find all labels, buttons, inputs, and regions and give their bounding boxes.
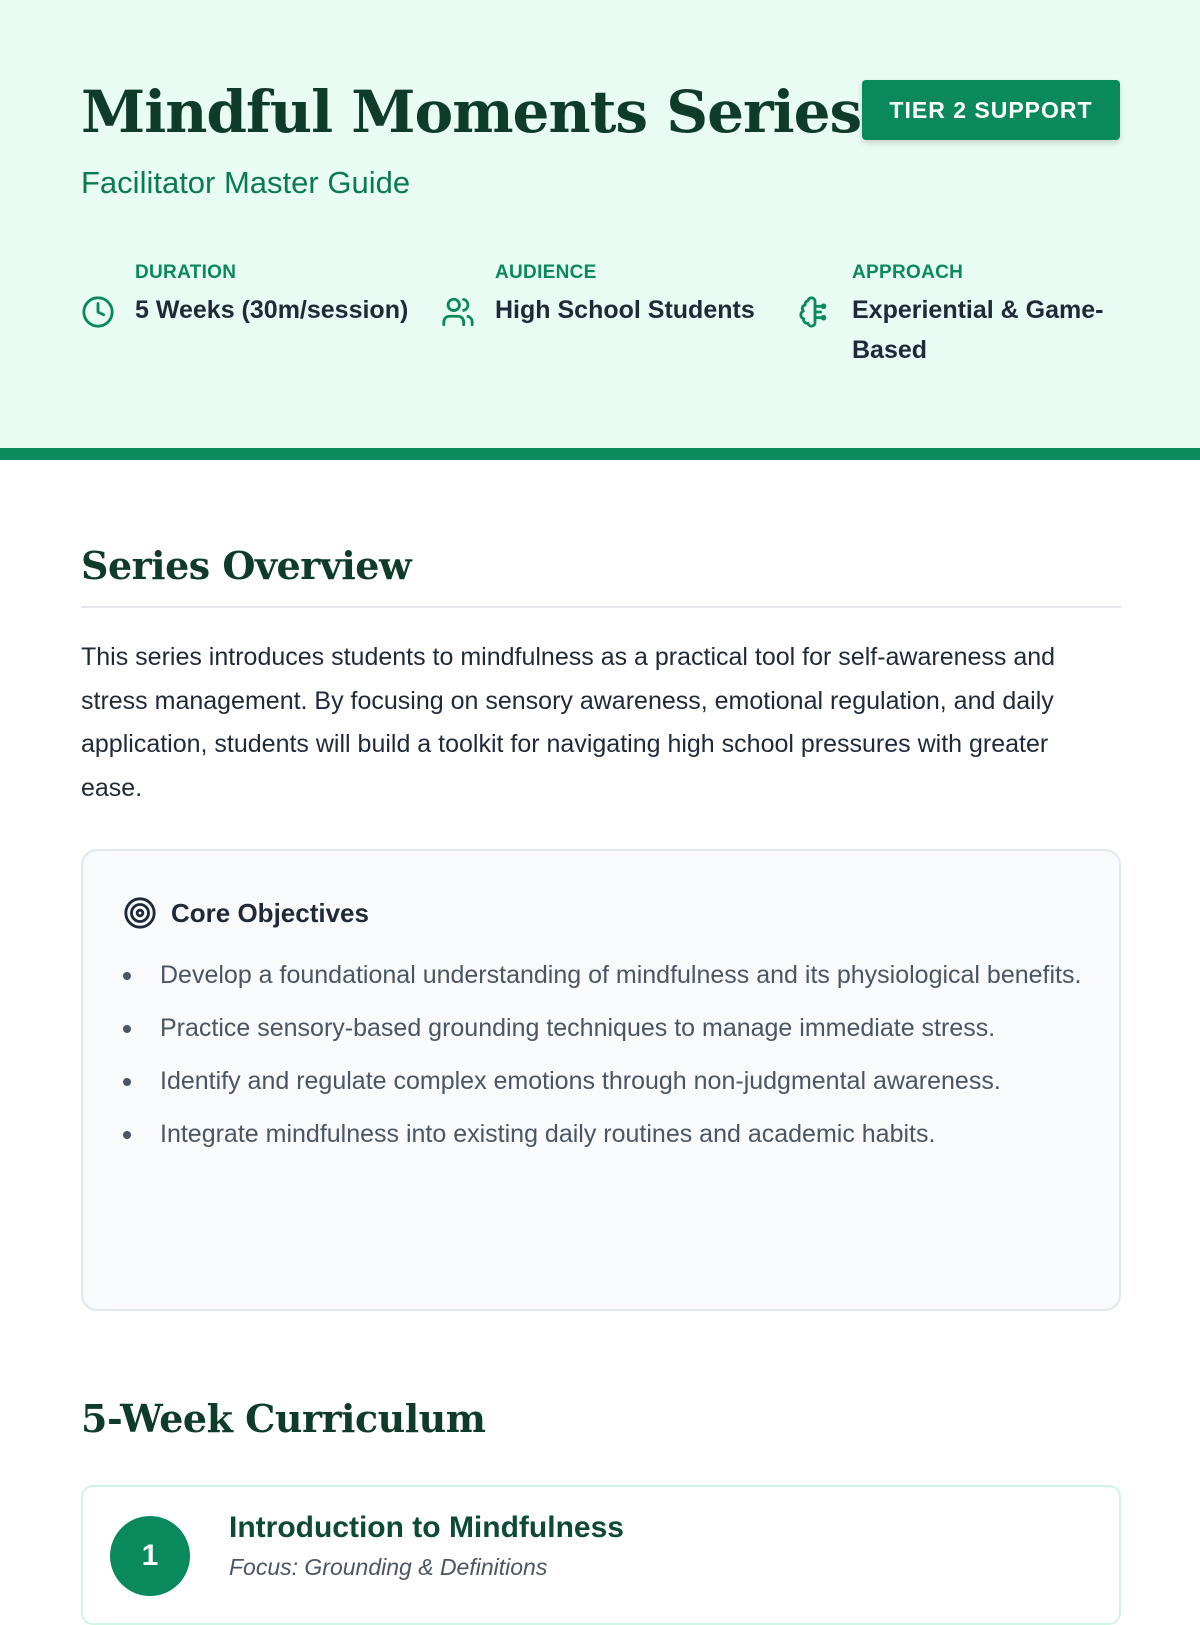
tier-badge: TIER 2 SUPPORT — [862, 80, 1120, 140]
bullet — [123, 972, 131, 980]
objectives-card — [81, 849, 1121, 1311]
objectives-header — [123, 893, 369, 933]
meta-value: 5 Weeks (30m/session) — [135, 296, 409, 324]
objective-text: Identify and regulate complex emotions through non-judgmental awareness. — [160, 1067, 1001, 1095]
meta-label: AUDIENCE — [495, 262, 597, 283]
objective-text: Develop a foundational understanding of mindfulness and its physiological benefits. — [160, 961, 1082, 989]
users-icon — [441, 295, 475, 329]
page-title: Mindful Moments Series — [81, 78, 862, 146]
header — [0, 0, 1200, 448]
overview-text: This series introduces students to mindfulness as a practical tool for self-awareness and stress management. By focusing on sensory awareness, emotional regulation, and daily application, students will build a toolkit for navigating high school pressures with greater ease. — [81, 643, 1056, 802]
page-subtitle: Facilitator Master Guide — [81, 165, 411, 200]
header-accent-bar — [0, 448, 1200, 460]
bullet — [123, 1078, 131, 1086]
week-focus: Focus: Grounding & Definitions — [229, 1554, 548, 1580]
week-title: Introduction to Mindfulness — [229, 1511, 624, 1544]
target-icon — [123, 896, 157, 930]
objective-text: Practice sensory-based grounding techniques to manage immediate stress. — [160, 1014, 996, 1042]
clock-icon — [81, 295, 115, 329]
section-divider — [81, 606, 1121, 608]
bullet — [123, 1131, 131, 1139]
meta-value: High School Students — [495, 296, 755, 324]
list-item — [123, 1114, 1083, 1154]
week-card[interactable] — [81, 1485, 1121, 1625]
objective-text: Integrate mindfulness into existing daily routines and academic habits. — [160, 1120, 936, 1148]
meta-label: APPROACH — [852, 262, 964, 283]
list-item — [123, 1061, 1083, 1101]
objectives-list — [123, 955, 1083, 1167]
overview-heading: Series Overview — [81, 543, 412, 588]
meta-value: Experiential & Game-Based — [852, 296, 1104, 364]
brain-icon — [798, 295, 832, 329]
curriculum-heading: 5-Week Curriculum — [81, 1396, 486, 1441]
bullet — [123, 1025, 131, 1033]
week-number-badge: 1 — [110, 1516, 190, 1596]
list-item — [123, 1008, 1083, 1048]
objectives-title: Core Objectives — [171, 897, 369, 928]
meta-label: DURATION — [135, 262, 237, 283]
list-item — [123, 955, 1083, 995]
